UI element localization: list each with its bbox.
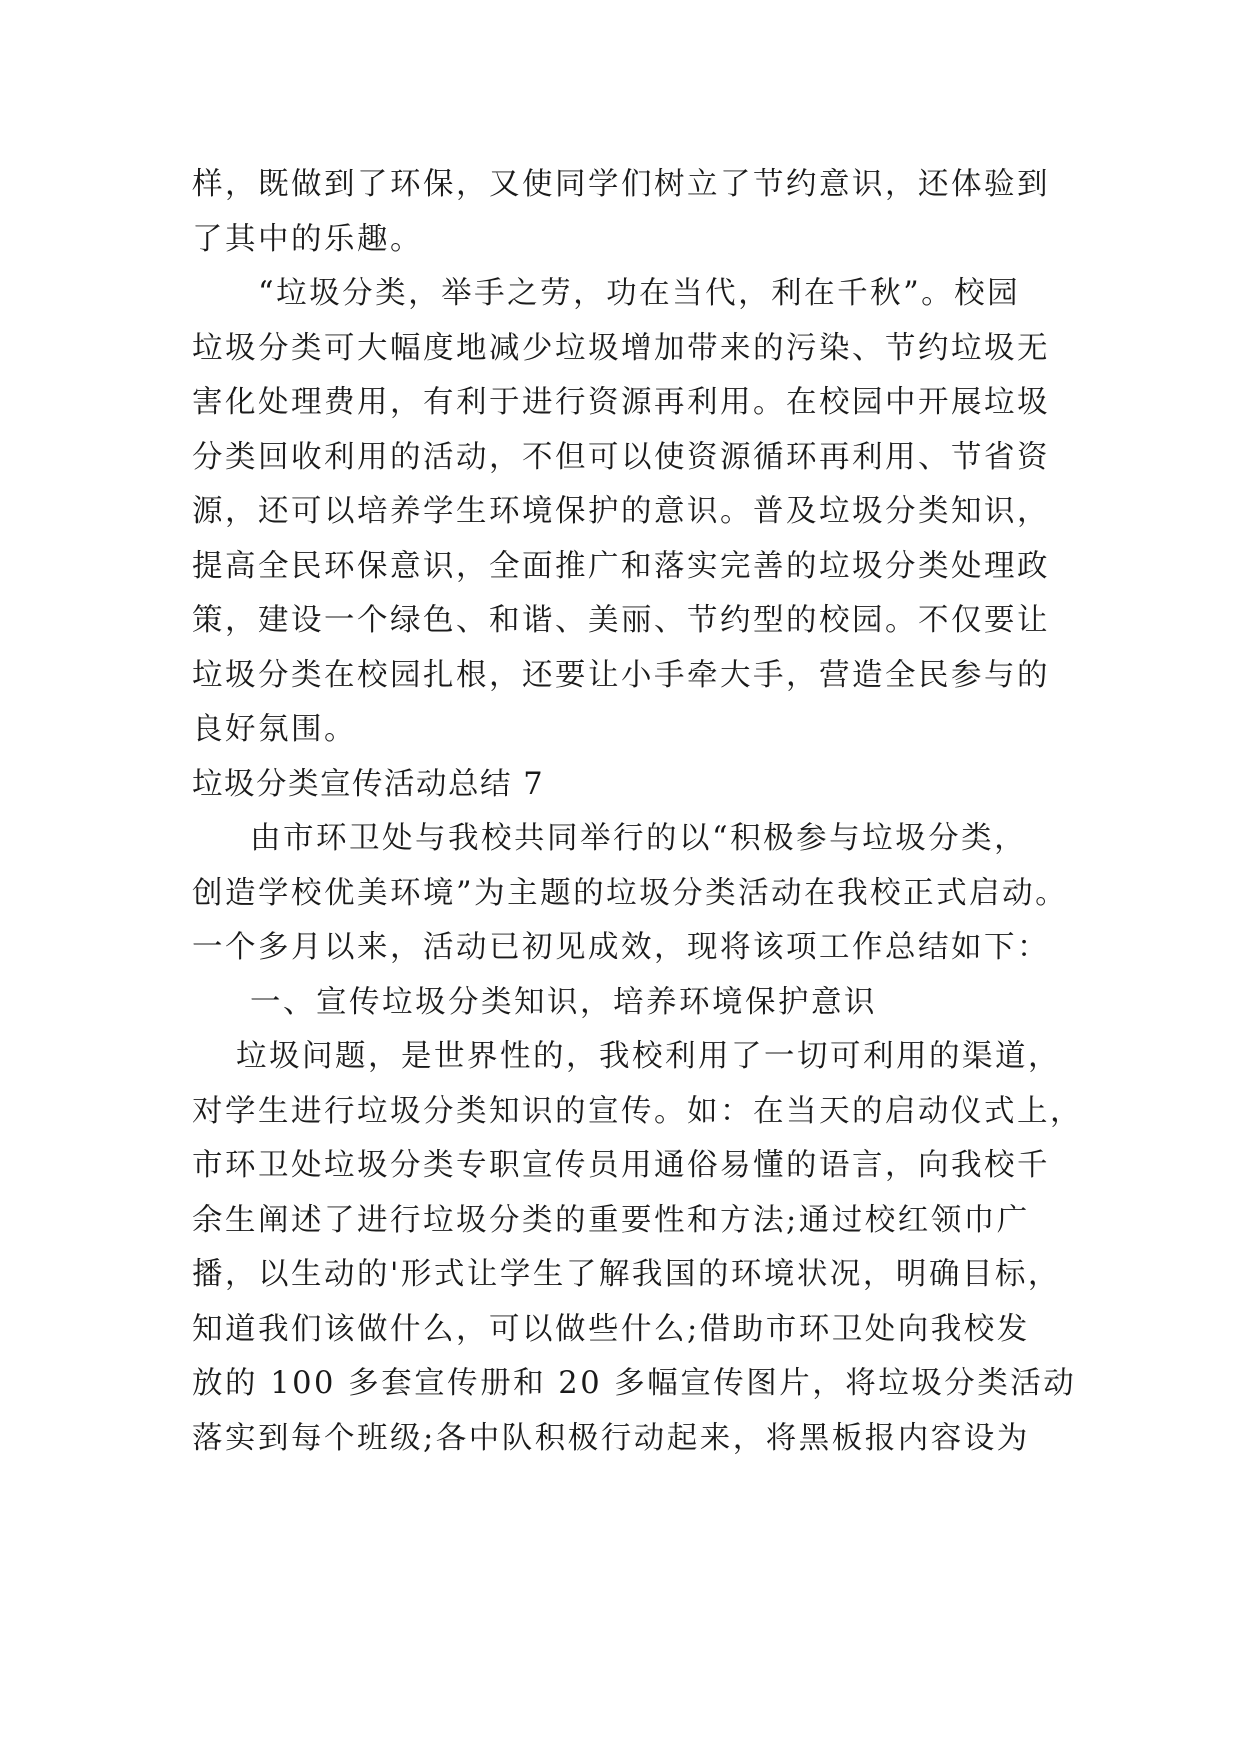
paragraph-line: 垃圾问题，是世界性的，我校利用了一切可利用的渠道，	[236, 1039, 1061, 1074]
paragraph-line: 源，还可以培养学生环境保护的意识。普及垃圾分类知识，	[192, 494, 1050, 529]
paragraph-line: 了其中的乐趣。	[192, 221, 423, 257]
paragraph-line: “垃圾分类，举手之劳，功在当代，利在千秋”。校园	[258, 276, 1021, 311]
paragraph-line: 策，建设一个绿色、和谐、美丽、节约型的校园。不仅要让	[192, 603, 1050, 638]
paragraph-line: 垃圾分类可大幅度地减少垃圾增加带来的污染、节约垃圾无	[192, 330, 1050, 366]
paragraph-line: 提高全民环保意识，全面推广和落实完善的垃圾分类处理政	[192, 548, 1050, 584]
paragraph-line: 害化处理费用，有利于进行资源再利用。在校园中开展垃圾	[192, 385, 1050, 420]
paragraph-line: 垃圾分类在校园扎根，还要让小手牵大手，营造全民参与的	[192, 657, 1050, 693]
paragraph-line: 一个多月以来，活动已初见成效，现将该项工作总结如下：	[192, 930, 1050, 965]
paragraph-line: 市环卫处垃圾分类专职宣传员用通俗易懂的语言，向我校千	[192, 1148, 1050, 1183]
paragraph-line: 样，既做到了环保，又使同学们树立了节约意识，还体验到	[192, 167, 1050, 202]
paragraph-line: 知道我们该做什么，可以做些什么;借助市环卫处向我校发	[192, 1311, 1030, 1347]
paragraph-line: 余生阐述了进行垃圾分类的重要性和方法;通过校红领巾广	[192, 1202, 1030, 1238]
paragraph-line: 放的 100 多套宣传册和 20 多幅宣传图片，将垃圾分类活动	[192, 1366, 1077, 1401]
paragraph-line: 良好氛围。	[192, 712, 357, 747]
paragraph-line: 播，以生动的'形式让学生了解我国的环境状况，明确目标，	[192, 1257, 1061, 1292]
paragraph-line: 创造学校优美环境”为主题的垃圾分类活动在我校正式启动。	[192, 875, 1069, 911]
paragraph-line: 由市环卫处与我校共同举行的以“积极参与垃圾分类，	[250, 821, 1028, 856]
paragraph-line: 分类回收利用的活动，不但可以使资源循环再利用、节省资	[192, 439, 1050, 475]
paragraph-line: 对学生进行垃圾分类知识的宣传。如：在当天的启动仪式上，	[192, 1093, 1083, 1129]
subsection-heading: 一、宣传垃圾分类知识，培养环境保护意识	[250, 984, 877, 1020]
document-body	[192, 158, 1083, 1466]
paragraph-line: 落实到每个班级;各中队积极行动起来，将黑板报内容设为	[192, 1420, 1030, 1456]
section-heading: 垃圾分类宣传活动总结 7	[192, 766, 545, 802]
